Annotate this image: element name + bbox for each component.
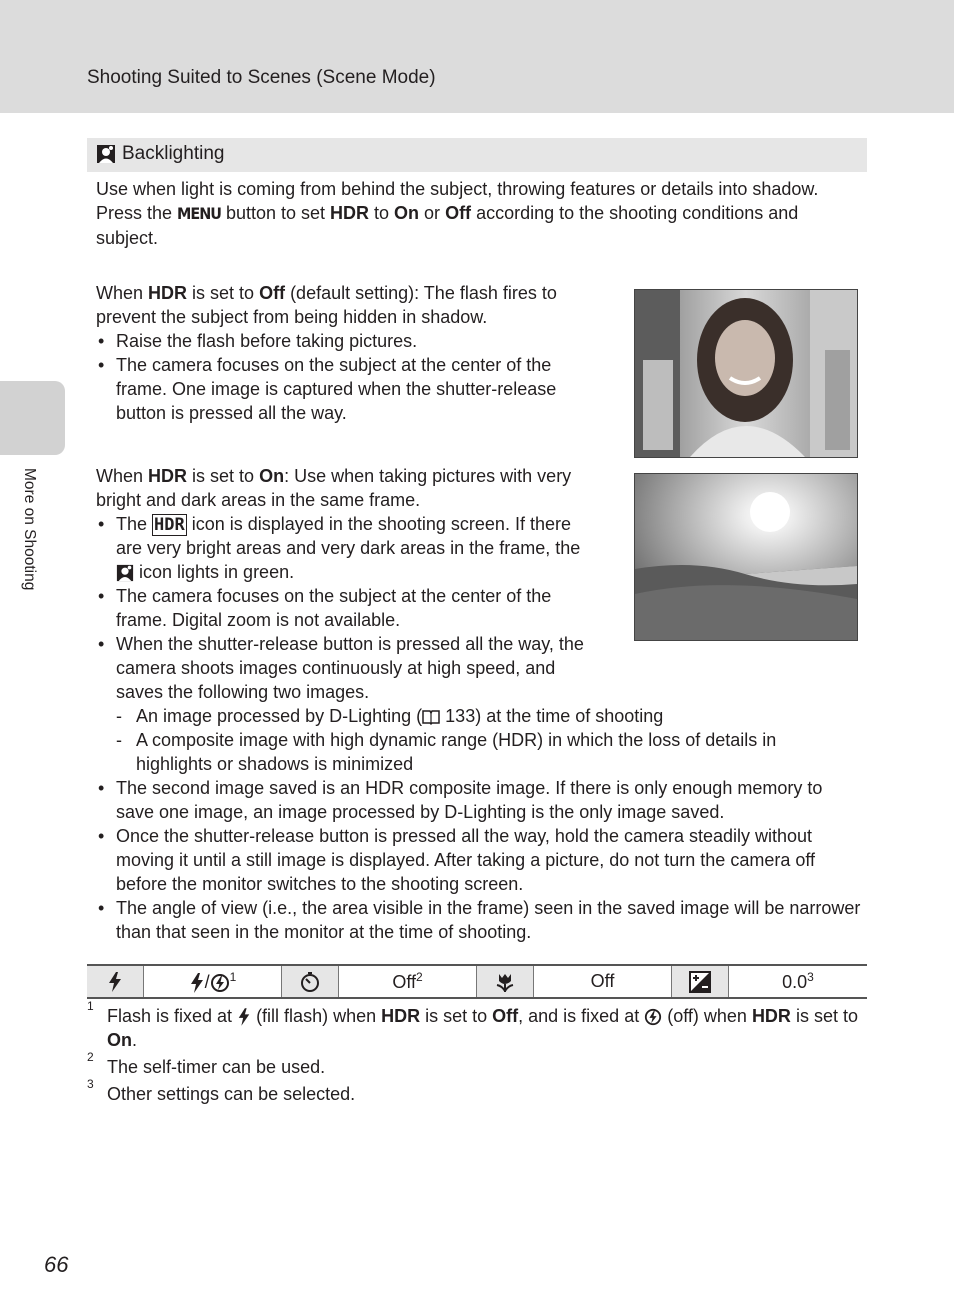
macro-value: Off: [534, 965, 672, 998]
list-item: • The camera focuses on the subject at the center of the frame. One image is captured when the shutter-release button is pressed all the way.: [96, 353, 596, 425]
chapter-side-label: More on Shooting: [21, 468, 38, 591]
settings-table: [87, 964, 867, 999]
flash-mode-value: / $^1$: [144, 965, 282, 998]
footnote-3: 3 Other settings can be selected.: [87, 1077, 356, 1104]
backlighting-scene-icon: [96, 144, 116, 164]
sub-list-item: - A composite image with high dynamic range (HDR) in which the loss of details in highlights or shadows is minimized: [96, 728, 851, 776]
menu-button-label: MENU: [177, 204, 221, 223]
self-timer-icon: [299, 971, 321, 993]
fill-flash-icon: [237, 1008, 251, 1026]
intro-paragraph: [96, 177, 856, 250]
hdr-icon: HDR: [154, 515, 185, 535]
self-timer-icon-cell: [282, 965, 339, 998]
fill-flash-icon: [189, 973, 205, 993]
flash-off-icon: [644, 1008, 662, 1026]
footnote-2: 2 The self-timer can be used.: [87, 1050, 326, 1077]
exposure-compensation-icon: [689, 971, 711, 993]
intro-line1: Use when light is coming from behind the subject, throwing features or details into shadow.: [96, 179, 819, 199]
hdr-on-intro: When HDR is set to On: Use when taking pictures with very bright and dark areas in the same frame.: [96, 466, 572, 510]
list-item: • The second image saved is an HDR composite image. If there is only enough memory to save one image, an image processed by D-Lighting is the only image saved.: [96, 776, 861, 824]
footnote-1: 1 Flash is fixed at (fill flash) when HDR is set to Off, and is fixed at (off) when HDR is set to On.: [87, 999, 858, 1050]
portrait-photo: [634, 289, 858, 458]
book-reference-icon: [422, 708, 440, 726]
page-number: 66: [44, 1252, 69, 1277]
self-timer-value: Off$^2$: [339, 965, 477, 998]
flash-off-icon: [210, 973, 230, 993]
hdr-off-intro: When HDR is set to Off (default setting): The flash fires to prevent the subject from being hidden in shadow.: [96, 283, 557, 327]
landscape-photo: [634, 473, 858, 641]
page-header: [0, 0, 954, 113]
macro-tulip-icon: [494, 971, 516, 993]
list-item: • The angle of view (i.e., the area visible in the frame) seen in the saved image will be narrower than that seen in the monitor at the time of shooting.: [96, 896, 861, 944]
list-item: • The camera focuses on the subject at the center of the frame. Digital zoom is not available.: [96, 584, 601, 632]
sub-list-item: - An image processed by D-Lighting ( 133) at the time of shooting: [96, 704, 866, 728]
list-item: • Raise the flash before taking pictures.: [96, 329, 596, 353]
flash-icon: [107, 972, 123, 992]
section-heading: [87, 138, 867, 172]
section-title: Backlighting: [122, 143, 225, 164]
chapter-tab: [0, 381, 65, 455]
backlighting-scene-icon: [116, 564, 134, 582]
hdr-off-block: [96, 281, 596, 425]
list-item: • The HDR icon is displayed in the shooting screen. If there are very bright areas and very dark areas in the frame, the icon lights in green.: [96, 512, 601, 584]
list-item: • When the shutter-release button is pressed all the way, the camera shoots images continuously at high speed, and saves the following two images.: [96, 632, 601, 704]
macro-icon-cell: [477, 965, 534, 998]
page-header-title: Shooting Suited to Scenes (Scene Mode): [87, 67, 436, 88]
exposure-value: $0.0^3$: [729, 965, 868, 998]
exposure-icon-cell: [672, 965, 729, 998]
intro-line2: Press the MENU button to set HDR to On or Off according to the shooting conditions and subject.: [96, 203, 799, 248]
list-item: • Once the shutter-release button is pressed all the way, hold the camera steadily without moving it until a still image is displayed. After taking a picture, do not turn the camera off before the monitor switches to the shooting screen.: [96, 824, 861, 896]
flash-mode-icon-cell: [87, 965, 144, 998]
